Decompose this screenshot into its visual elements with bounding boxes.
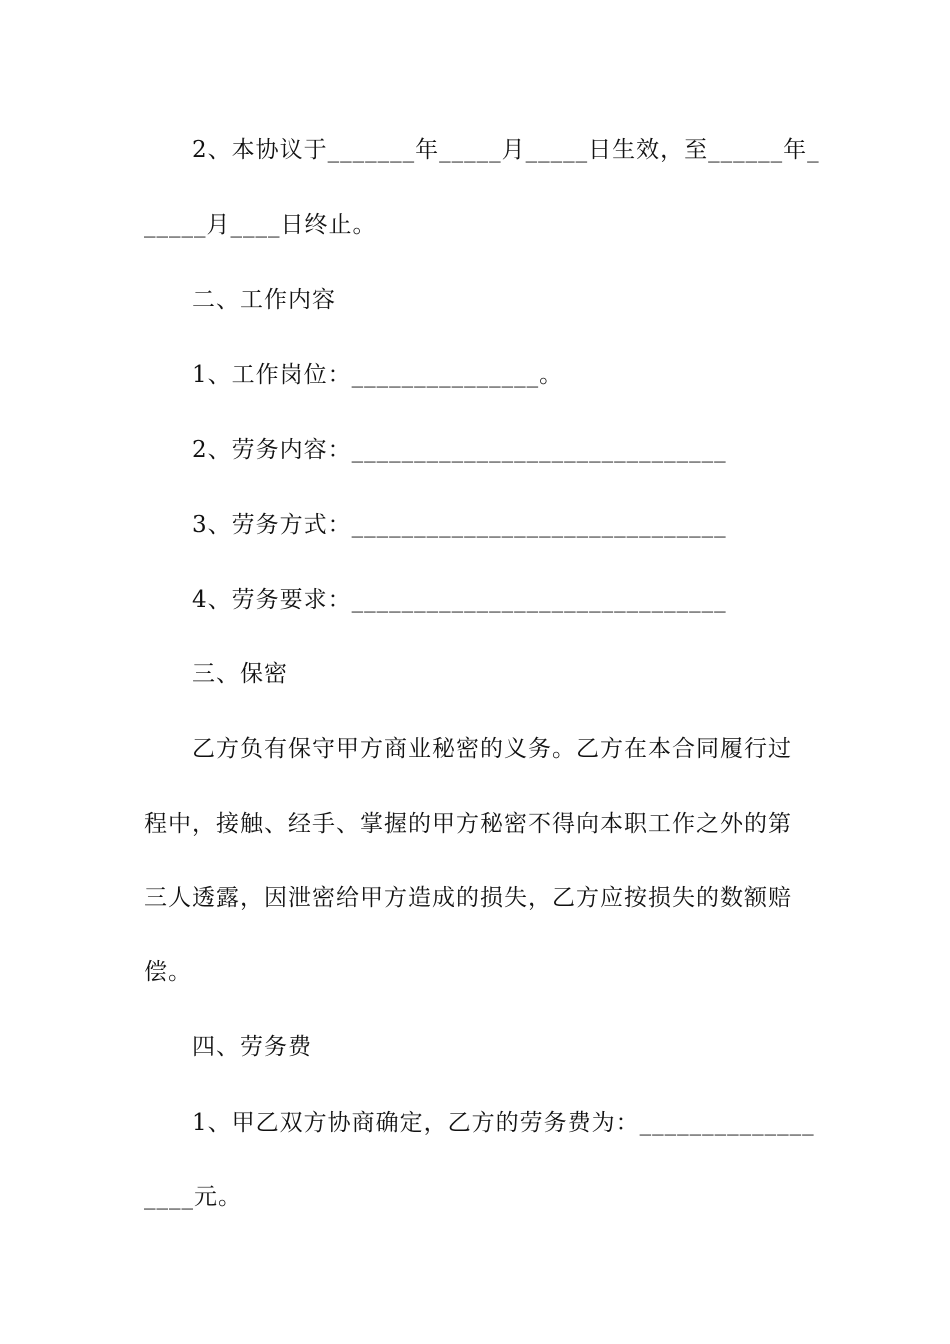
confidentiality-paragraph-line-4: 偿。: [144, 959, 192, 985]
clause-service-requirements: 4、劳务要求：______________________________: [192, 587, 727, 613]
clause-termination-date: _____月____日终止。: [144, 212, 377, 238]
clause-service-method: 3、劳务方式：______________________________: [192, 512, 727, 538]
section-heading-work-content: 二、工作内容: [192, 287, 336, 313]
clause-effective-date: 2、本协议于_______年_____月_____日生效，至______年_: [192, 137, 820, 163]
clause-job-position: 1、工作岗位：_______________。: [192, 362, 564, 388]
confidentiality-paragraph-line-1: 乙方负有保守甲方商业秘密的义务。乙方在本合同履行过: [192, 736, 792, 762]
clause-service-fee-amount: 1、甲乙双方协商确定，乙方的劳务费为：______________: [192, 1110, 815, 1136]
section-heading-confidentiality: 三、保密: [192, 661, 288, 687]
confidentiality-paragraph-line-2: 程中，接触、经手、掌握的甲方秘密不得向本职工作之外的第: [144, 811, 792, 837]
clause-service-content: 2、劳务内容：______________________________: [192, 437, 727, 463]
clause-service-fee-unit: ____元。: [144, 1184, 242, 1210]
confidentiality-paragraph-line-3: 三人透露，因泄密给甲方造成的损失，乙方应按损失的数额赔: [144, 885, 792, 911]
section-heading-service-fee: 四、劳务费: [192, 1034, 312, 1060]
